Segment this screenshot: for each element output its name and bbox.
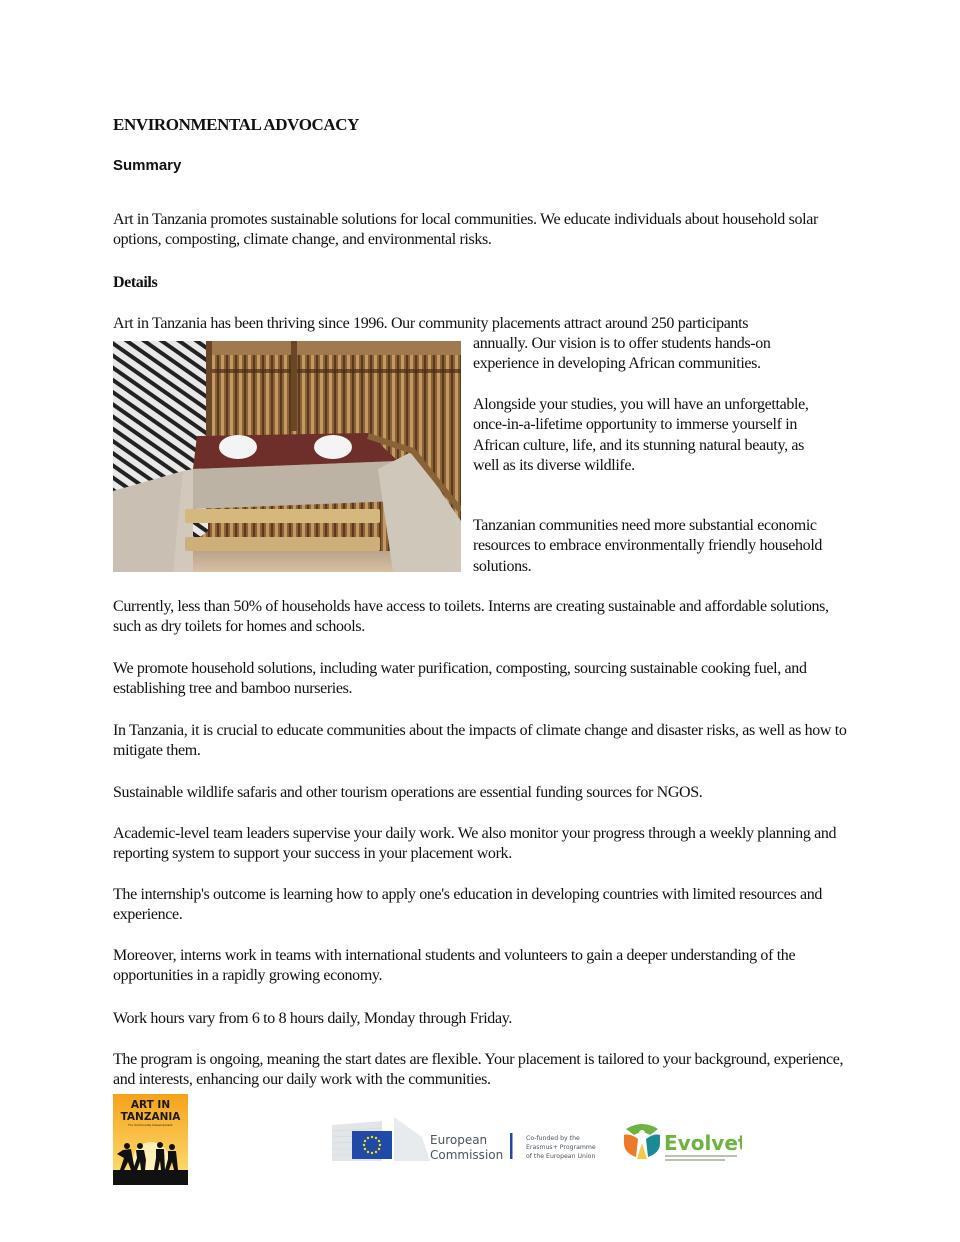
ec-name-line2: Commission bbox=[430, 1148, 504, 1162]
logo-ait-line1: ART IN bbox=[130, 1099, 171, 1111]
evolvet-tagline-line bbox=[665, 1155, 737, 1157]
details-heading: Details bbox=[113, 274, 158, 291]
body-paragraph: We promote household solutions, including water purification, composting, sourcing sustainable cooking fuel, and establishing tree and bamboo nurseries. bbox=[113, 660, 807, 698]
wrapped-paragraph: Alongside your studies, you will have an unforgettable, once-in-a-lifetime opportunity to immerse yourself in African culture, life, and its stunning natural beauty, as well as its diverse wildlife. bbox=[473, 396, 809, 474]
body-paragraph: The program is ongoing, meaning the start dates are flexible. Your placement is tailored to your background, experience, and interests, enhancing our daily work with the communities. bbox=[113, 1051, 844, 1089]
ec-divider bbox=[510, 1133, 513, 1159]
evolvet-logo bbox=[622, 1121, 742, 1165]
art-in-tanzania-logo-graphic bbox=[113, 1094, 188, 1185]
body-paragraph: In Tanzania, it is crucial to educate communities about the impacts of climate change and disaster risks, as well as how to mitigate them. bbox=[113, 722, 847, 760]
intro-paragraph-rest: annually. Our vision is to offer students hands-on experience in developing African communities. bbox=[473, 335, 771, 373]
dry-toilet-photo bbox=[113, 341, 461, 572]
art-in-tanzania-logo bbox=[113, 1094, 188, 1185]
evolvet-logo-graphic bbox=[622, 1121, 742, 1165]
body-paragraph: Work hours vary from 6 to 8 hours daily, Monday through Friday. bbox=[113, 1010, 512, 1027]
ec-cofunded-line1: Co-funded by the bbox=[526, 1135, 580, 1142]
intro-paragraph-first-line: Art in Tanzania has been thriving since 1996. Our community placements attract around 250 participants bbox=[113, 315, 749, 332]
summary-heading: Summary bbox=[113, 157, 182, 174]
evolvet-emblem-icon bbox=[624, 1124, 660, 1159]
ec-cofunded-line2: Erasmus+ Programme bbox=[526, 1144, 596, 1151]
photo-illustration bbox=[113, 341, 461, 572]
body-paragraph: Sustainable wildlife safaris and other tourism operations are essential funding sources for NGOS. bbox=[113, 784, 703, 801]
summary-paragraph: Art in Tanzania promotes sustainable solutions for local communities. We educate individuals about household solar options, composting, climate change, and environmental risks. bbox=[113, 211, 818, 249]
evolvet-name: Evolvet bbox=[664, 1131, 742, 1155]
logo-ait-line2: TANZANIA bbox=[120, 1111, 181, 1123]
european-commission-logo-graphic bbox=[332, 1113, 612, 1165]
body-paragraph: The internship's outcome is learning how to apply one's education in developing countries with limited resources and experience. bbox=[113, 886, 822, 924]
document-title: ENVIRONMENTAL ADVOCACY bbox=[113, 115, 360, 134]
logo-ait-tagline: For Community Development bbox=[128, 1123, 173, 1127]
body-paragraph: Moreover, interns work in teams with international students and volunteers to gain a deeper understanding of the opportunities in a rapidly growing economy. bbox=[113, 947, 796, 985]
eu-flag-icon bbox=[352, 1131, 392, 1159]
ec-name-line1: European bbox=[430, 1133, 488, 1147]
body-paragraph: Currently, less than 50% of households have access to toilets. Interns are creating sustainable and affordable solutions, such as dry toilets for homes and schools. bbox=[113, 598, 829, 636]
european-commission-logo bbox=[332, 1113, 612, 1165]
body-paragraph: Academic-level team leaders supervise your daily work. We also monitor your progress through a weekly planning and reporting system to support your success in your placement work. bbox=[113, 825, 837, 863]
ec-cofunded-line3: of the European Union bbox=[526, 1153, 596, 1160]
evolvet-tagline-line bbox=[665, 1159, 725, 1161]
wrapped-paragraph: Tanzanian communities need more substantial economic resources to embrace environmentally friendly household solutions. bbox=[473, 517, 823, 575]
